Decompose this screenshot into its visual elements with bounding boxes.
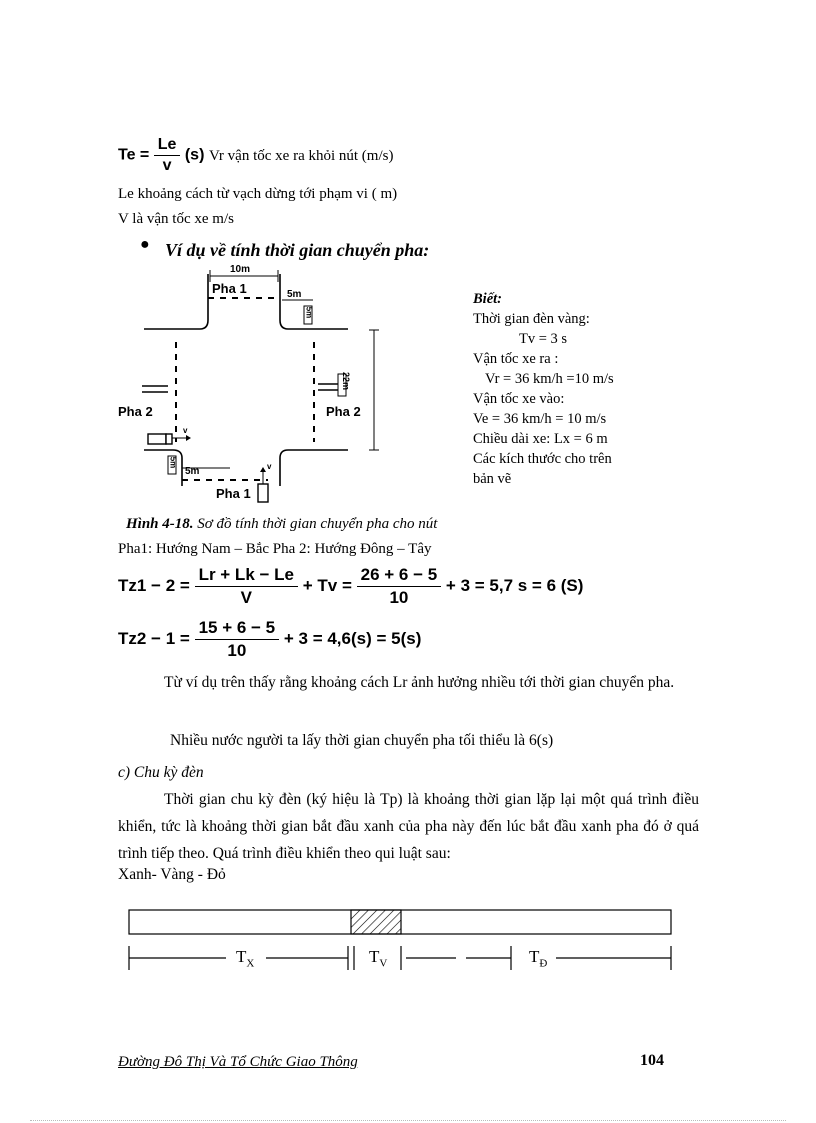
le-definition: Le khoảng cách từ vạch dừng tới phạm vi ( m) xyxy=(118,186,398,202)
te-lhs: Te xyxy=(118,146,136,164)
given-line-3: Vận tốc xe ra : xyxy=(473,351,559,367)
pha1-top-label: Pha 1 xyxy=(212,281,247,296)
given-line-7: Chiều dài xe: Lx = 6 m xyxy=(473,431,608,447)
section-c-heading: c) Chu kỳ đèn xyxy=(118,764,204,781)
tx-sub: X xyxy=(246,957,255,970)
phase-directions: Pha1: Hướng Nam – Bắc Pha 2: Hướng Đông – Tây xyxy=(118,541,432,557)
given-line-2: Tv = 3 s xyxy=(519,331,568,347)
given-line-8: Các kích thước cho trên xyxy=(473,451,612,467)
pha1-bottom-label: Pha 1 xyxy=(216,486,251,501)
caption-text: Sơ đồ tính thời gian chuyển pha cho nút xyxy=(193,516,438,532)
curb-bottom-right xyxy=(280,450,348,486)
tz12-tail: + 3 = 5,7 s = 6 (S) xyxy=(445,575,584,595)
arrow-v-label-south: v xyxy=(267,462,272,471)
v-definition: V là vận tốc xe m/s xyxy=(118,211,234,227)
tz12-fraction-symbolic xyxy=(195,565,298,608)
curb-top-left xyxy=(144,274,208,329)
formula-tz12 xyxy=(118,565,583,608)
dim-5m-left: 5m xyxy=(185,466,200,477)
tv-sub: V xyxy=(379,957,388,970)
td-label xyxy=(529,947,547,969)
example-heading: Ví dụ về tính thời gian chuyển pha: xyxy=(165,240,430,260)
curb-top-right xyxy=(280,274,348,329)
dim-5m-right: 5m xyxy=(287,289,302,300)
dim-10m: 10m xyxy=(230,264,251,275)
dim-22m: 22m xyxy=(341,371,352,391)
paragraph-2: Nhiều nước người ta lấy thời gian chuyển pha tối thiểu là 6(s) xyxy=(170,732,554,749)
tv-symbol: T xyxy=(369,947,380,966)
dim-5m-upper: 5m xyxy=(304,306,314,319)
tz12-fraction-numeric xyxy=(357,565,442,608)
tx-label xyxy=(236,947,254,969)
formula-te: Te = $\frac{Le}{v}$ (s) xyxy=(118,136,205,174)
arrow-v-label-west: v xyxy=(183,426,188,435)
tz12-den2: 10 xyxy=(389,588,409,607)
tv-label xyxy=(369,947,387,969)
tz21-fraction xyxy=(195,618,280,661)
intersection-diagram xyxy=(138,262,390,512)
car-south xyxy=(258,484,268,502)
page-number: 104 xyxy=(640,1052,664,1069)
dim-5m-lower: 5m xyxy=(168,456,178,469)
sequence-text: Xanh- Vàng - Đỏ xyxy=(118,866,226,883)
te-unit: (s) xyxy=(184,146,205,164)
tz21-num: 15 + 6 − 5 xyxy=(195,618,280,640)
caption-label: Hình 4-18. xyxy=(126,516,194,532)
bullet-dot: ● xyxy=(140,236,150,253)
given-title: Biết: xyxy=(473,291,502,307)
car-west xyxy=(148,434,166,444)
pha2-right-label: Pha 2 xyxy=(326,404,361,419)
te-numerator: Le xyxy=(154,136,181,156)
td-sub: Đ xyxy=(539,957,548,970)
tx-symbol: T xyxy=(236,947,247,966)
paragraph-3: Thời gian chu kỳ đèn (ký hiệu là Tp) là khoảng thời gian lặp lại một quá trình điều khiển, tức là khoảng thời gian bắt đầu xanh của pha này đến lúc bắt đầu xanh pha đó ở quá trình tiếp theo. Quá trình điều khiển theo qui luật sau: xyxy=(118,791,699,862)
tz12-den: V xyxy=(240,588,252,607)
te-fraction xyxy=(154,136,181,175)
tz21-den: 10 xyxy=(227,641,247,660)
paragraph-1: Từ ví dụ trên thấy rằng khoảng cách Lr ảnh hưởng nhiều tới thời gian chuyển pha. xyxy=(164,674,675,691)
figure-caption xyxy=(126,516,437,533)
tz12-num2: 26 + 6 − 5 xyxy=(357,565,442,587)
yellow-segment xyxy=(351,910,401,934)
tz12-num: Lr + Lk − Le xyxy=(195,565,298,587)
footer-book-title: Đường Đô Thị Và Tổ Chức Giao Thông xyxy=(118,1054,358,1070)
te-denominator: v xyxy=(162,157,172,174)
given-line-4: Vr = 36 km/h =10 m/s xyxy=(485,371,614,387)
formula-tz21 xyxy=(118,618,421,661)
tz21-lhs: Tz2 − 1 = xyxy=(118,628,190,648)
given-line-5: Vận tốc xe vào: xyxy=(473,391,565,407)
tz21-tail: + 3 = 4,6(s) = 5(s) xyxy=(283,628,422,648)
given-line-9: bản vẽ xyxy=(473,471,512,487)
cycle-bar-diagram xyxy=(126,906,678,976)
tz12-mid: + Tv = xyxy=(302,575,352,595)
given-data xyxy=(473,289,673,489)
td-symbol: T xyxy=(529,947,540,966)
pha2-left-label: Pha 2 xyxy=(118,404,153,419)
page-edge-divider xyxy=(30,1120,786,1121)
given-line-6: Ve = 36 km/h = 10 m/s xyxy=(473,411,607,427)
te-description: Vr vận tốc xe ra khỏi nút (m/s) xyxy=(209,148,394,164)
tz12-lhs: Tz1 − 2 = xyxy=(118,575,190,595)
given-line-1: Thời gian đèn vàng: xyxy=(473,311,590,327)
